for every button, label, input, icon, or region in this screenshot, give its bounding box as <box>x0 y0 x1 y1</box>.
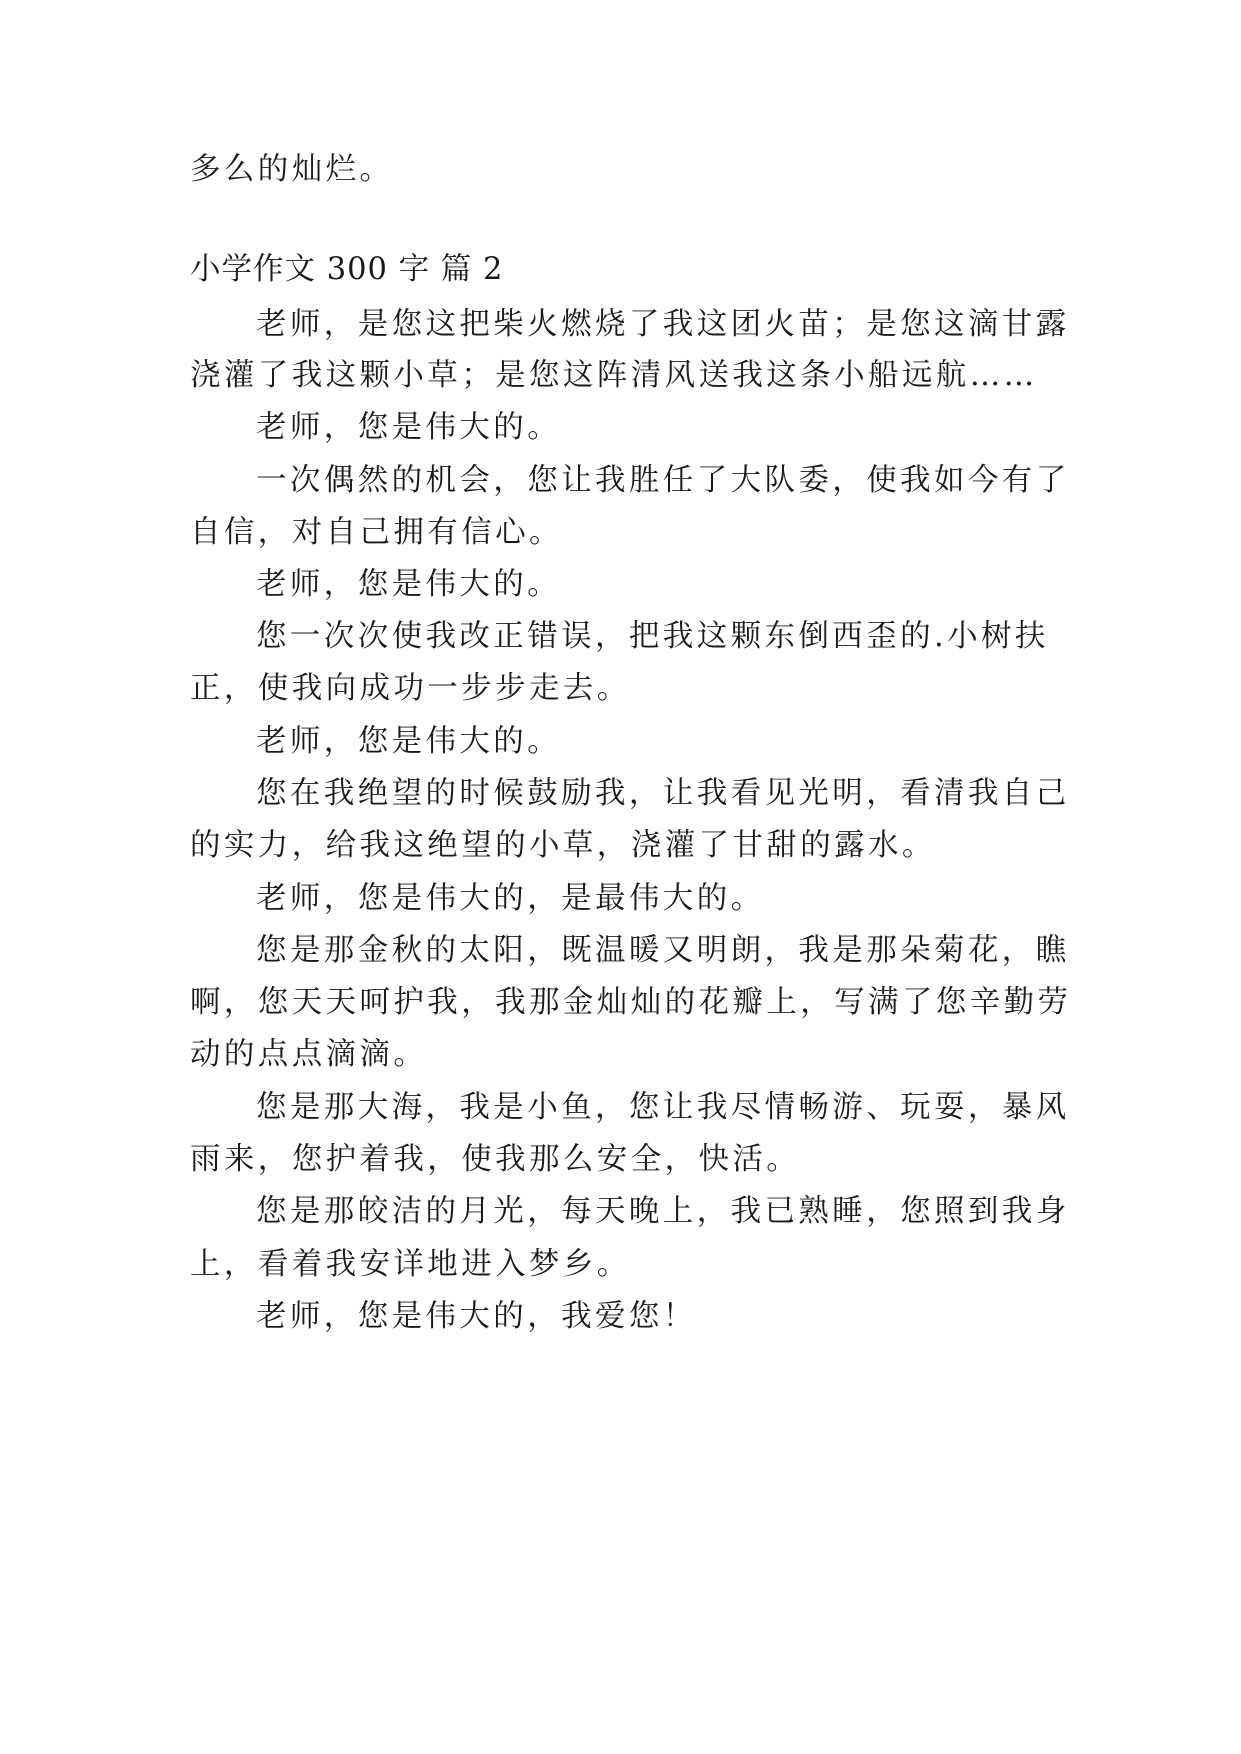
paragraph-9-line-2: 啊，您天天呵护我，我那金灿灿的花瓣上，写满了您辛勤劳 <box>190 985 1072 1020</box>
paragraph-1-line-2: 浇灌了我这颗小草；是您这阵清风送我这条小船远航…… <box>190 358 1038 393</box>
paragraph-9-line-3: 动的点点滴滴。 <box>190 1037 428 1072</box>
paragraph-2-line-1: 老师，您是伟大的。 <box>256 410 562 445</box>
paragraph-5-line-1: 您一次次使我改正错误，把我这颗东倒西歪的.小树扶 <box>256 619 1049 654</box>
paragraph-6-line-1: 老师，您是伟大的。 <box>256 724 562 759</box>
paragraph-7-line-1: 您在我绝望的时候鼓励我，让我看见光明，看清我自己 <box>256 776 1070 811</box>
paragraph-5-line-2: 正，使我向成功一步步走去。 <box>190 671 631 706</box>
paragraph-3-line-1: 一次偶然的机会，您让我胜任了大队委，使我如今有了 <box>256 463 1070 498</box>
paragraph-8-line-1: 老师，您是伟大的，是最伟大的。 <box>256 881 765 916</box>
paragraph-3-line-2: 自信，对自己拥有信心。 <box>190 515 563 550</box>
paragraph-9-line-1: 您是那金秋的太阳，既温暖又明朗，我是那朵菊花，瞧 <box>256 933 1070 968</box>
essay-heading: 小学作文 300 字 篇 2 <box>190 252 504 287</box>
paragraph-12-line-1: 老师，您是伟大的，我爱您！ <box>256 1299 697 1334</box>
previous-essay-last-line: 多么的灿烂。 <box>190 152 394 187</box>
paragraph-4-line-1: 老师，您是伟大的。 <box>256 567 562 602</box>
paragraph-11-line-1: 您是那皎洁的月光，每天晚上，我已熟睡，您照到我身 <box>256 1194 1070 1229</box>
paragraph-1-line-1: 老师，是您这把柴火燃烧了我这团火苗；是您这滴甘露 <box>256 307 1070 342</box>
paragraph-10-line-1: 您是那大海，我是小鱼，您让我尽情畅游、玩耍，暴风 <box>256 1090 1070 1125</box>
paragraph-7-line-2: 的实力，给我这绝望的小草，浇灌了甘甜的露水。 <box>190 828 936 863</box>
paragraph-10-line-2: 雨来，您护着我，使我那么安全，快活。 <box>190 1142 801 1177</box>
paragraph-11-line-2: 上，看着我安详地进入梦乡。 <box>190 1247 631 1282</box>
